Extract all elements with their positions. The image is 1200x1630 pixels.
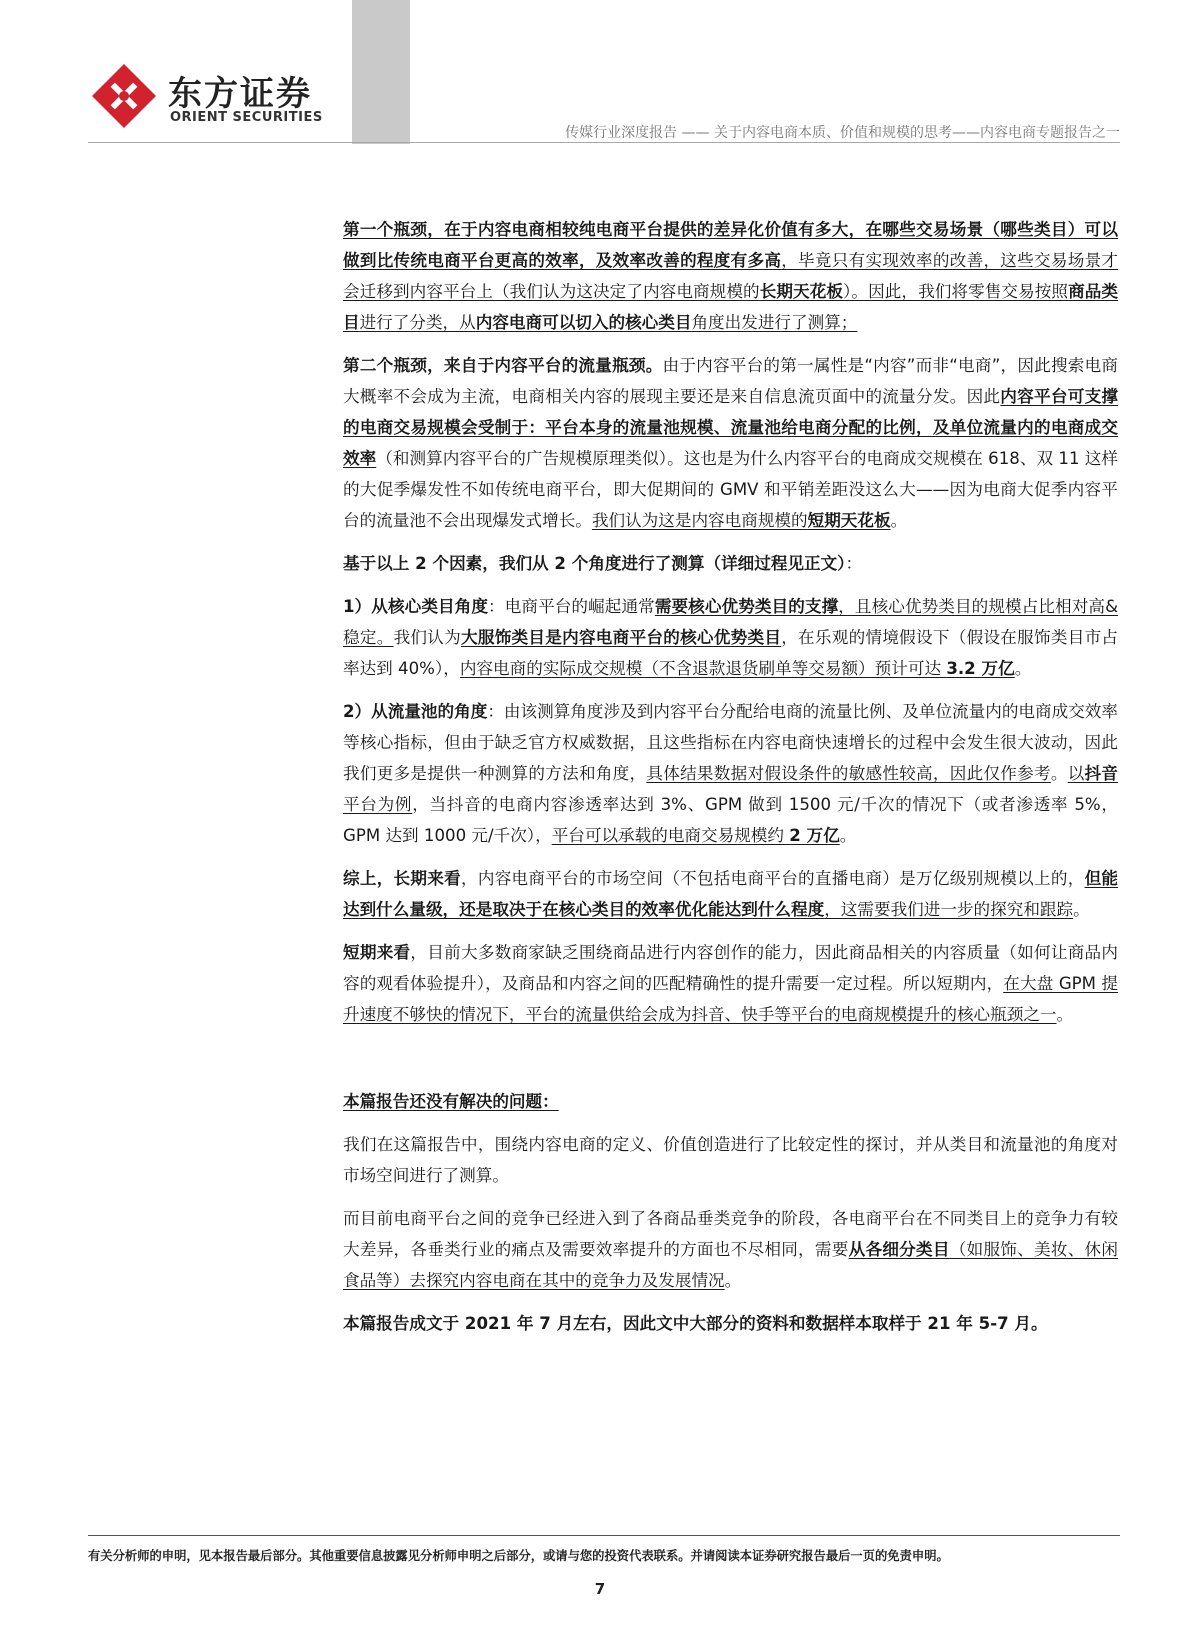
text-run: 。: [1014, 659, 1032, 678]
text-run: 。: [724, 1271, 742, 1290]
footer-divider: [88, 1535, 1120, 1536]
text-run: 我们认为这是内容电商规模的: [591, 511, 808, 530]
body-paragraph: [343, 1203, 1118, 1296]
text-run: 由于内容平台的第一属性是“内容”而非“电商”，因此搜索电商大概率不会成为主流，电商相关内容的展现主要还是来自信息流页面中的流量分发。因此: [343, 356, 1119, 406]
text-run: ，内容电商平台的市场空间（不包括电商平台的直播电商）是万亿级别规模以上的，: [460, 869, 1085, 888]
text-run: 以: [1067, 764, 1085, 783]
text-run: ，这需要我们进一步的探究和跟踪: [824, 900, 1074, 919]
body-paragraph: [343, 214, 1118, 338]
text-run: 在大盘 GPM 提升速度不够快的情况下，平台的流量供给会成为抖音、快手等平台的电商规模提升的核心瓶颈之一: [343, 974, 1118, 1024]
text-run: 具体结果数据对假设条件的敏感性较高，因此仅作参考: [646, 764, 1051, 783]
text-run: 。: [890, 511, 908, 530]
logo-english-name: ORIENT SECURITIES: [170, 110, 323, 125]
body-paragraph: [343, 1086, 1118, 1117]
body-paragraph: [343, 1129, 1118, 1191]
text-run: 短期来看: [343, 943, 411, 962]
text-run: ：电商平台的崛起通常: [488, 597, 655, 616]
text-run: 需要核心优势类目的支撑: [654, 597, 839, 616]
body-paragraph: [343, 696, 1118, 851]
footer-disclaimer: 有关分析师的申明，见本报告最后部分。其他重要信息披露见分析师申明之后部分，或请与您的投资代表联系。并请阅读本证券研究报告最后一页的免责申明。: [88, 1549, 949, 1563]
body-paragraph: [343, 937, 1118, 1030]
text-run: 进行了分类，从: [359, 313, 476, 332]
body-paragraph: [343, 548, 1118, 579]
text-run: 抖音: [1084, 764, 1119, 783]
text-run: ，毕竟只有实现效率的改善，这些交易场景才会迁移到内容平台上（我们认为这决定了内容电商规模的: [343, 251, 1119, 301]
header-divider: [88, 142, 1120, 143]
text-run: 平台为例: [343, 795, 413, 814]
text-run: ：由该测算角度涉及到内容平台分配给电商的流量比例、及单位流量内的电商成交效率等核心指标，但由于缺乏官方权威数据，且这些指标在内容电商快速增长的过程中会发生很大波动，因此我们更多是提供一种测算的方法和角度，: [343, 702, 1119, 783]
text-run: 角度出发进行了测算；: [691, 313, 858, 332]
text-run: 。: [1050, 764, 1068, 783]
text-run: （如服饰、美妆、休闲食品等）去探究内容电商在其中的竞争力及发展情况: [343, 1240, 1119, 1290]
text-run: 短期天花板: [807, 511, 891, 530]
text-run: 内容电商可以切入的核心类目: [475, 313, 692, 332]
text-run: 但能达到什么量级，还是取决于在核心类目的效率优化能达到什么程度: [343, 869, 1119, 919]
text-run: ：: [845, 554, 863, 573]
text-run: ，目前大多数商家缺乏围绕商品进行内容创作的能力，因此商品相关的内容质量（如何让商品内容的观看体验提升），及商品和内容之间的匹配精确性的提升需要一定过程。所以短期内，: [343, 943, 1119, 993]
orient-logo-icon: [88, 60, 160, 132]
report-body: [343, 214, 1118, 1351]
body-paragraph: [343, 863, 1118, 925]
text-run: ，在乐观的情境假设下（假设在服饰类目市占率达到 40%），: [343, 628, 1119, 678]
text-run: ，且核心优势类目的规模占比相对高&稳定。: [343, 597, 1119, 647]
text-run: 从各细分类目: [848, 1240, 950, 1259]
text-run: 1）从核心类目角度: [343, 597, 489, 616]
text-run: 3.2 万亿: [946, 659, 1015, 678]
text-run: 本篇报告还没有解决的问题：: [343, 1092, 559, 1111]
text-run: 内容平台可支撑的电商交易规模会受制于：平台本身的流量池规模、流量池给电商分配的比例，及单位流量内的电商成交效率: [343, 387, 1119, 468]
text-run: 商品类目: [343, 282, 1119, 332]
text-run: 本篇报告成文于 2021 年 7 月左右，因此文中大部分的资料和数据样本取样于 21 年 5-7 月。: [343, 1314, 1048, 1333]
text-run: ，当抖音的电商内容渗透率达到 3%、GPM 做到 1500 元/千次的情况下（或者渗透率 5%，GPM 达到 1000 元/千次），: [343, 795, 1118, 845]
body-paragraph: [343, 591, 1118, 684]
page-number: 7: [594, 1580, 606, 1598]
text-run: 长期天花板: [759, 282, 844, 301]
text-run: 而目前电商平台之间的竞争已经进入到了各商品垂类竞争的阶段，各电商平台在不同类目上的竞争力有较大差异，各垂类行业的痛点及需要效率提升的方面也不尽相同，需要: [343, 1209, 1118, 1259]
text-run: 2 万亿: [789, 826, 840, 845]
text-run: 第一个瓶颈，在于内容电商相较纯电商平台提供的差异化价值有多大，在哪些交易场景（哪些类目）可以做到比传统电商平台更高的效率，及效率改善的程度有多高: [343, 220, 1118, 270]
text-run: 我们认为: [393, 628, 461, 647]
text-run: 综上，长期来看: [343, 869, 461, 888]
body-paragraph: [343, 350, 1118, 536]
header-gray-bar: [352, 0, 410, 144]
text-run: 。: [839, 826, 857, 845]
text-run: （和测算内容平台的广告规模原理类似）。这也是为什么内容平台的电商成交规模在 618、双 11 这样的大促季爆发性不如传统电商平台，即大促期间的 GMV 和平销差距没这么大——因为电商大促季内容平台的流量池不会出现爆发式增长。: [343, 449, 1119, 530]
text-run: 平台可以承载的电商交易规模约: [551, 826, 790, 845]
text-run: 。: [1056, 1005, 1074, 1024]
text-run: ）。因此，我们将零售交易按照: [843, 282, 1069, 301]
logo-chinese-name: 东方证券: [168, 74, 312, 114]
text-run: 。: [1073, 900, 1090, 919]
body-paragraph: [343, 1308, 1118, 1339]
orient-securities-logo: [88, 60, 338, 132]
text-run: 我们在这篇报告中，围绕内容电商的定义、价值创造进行了比较定性的探讨，并从类目和流量池的角度对市场空间进行了测算。: [343, 1135, 1118, 1185]
text-run: 大服饰类目是内容电商平台的核心优势类目: [460, 628, 782, 647]
text-run: 第二个瓶颈，来自于内容平台的流量瓶颈。: [343, 356, 663, 375]
text-run: 2）从流量池的角度: [343, 702, 488, 721]
text-run: 基于以上 2 个因素，我们从 2 个角度进行了测算（详细过程见正文）: [343, 554, 846, 573]
text-run: 内容电商的实际成交规模（不含退款退货刷单等交易额）预计可达: [459, 659, 947, 678]
report-header-title: 传媒行业深度报告 —— 关于内容电商本质、价值和规模的思考——内容电商专题报告之一: [565, 125, 1120, 141]
